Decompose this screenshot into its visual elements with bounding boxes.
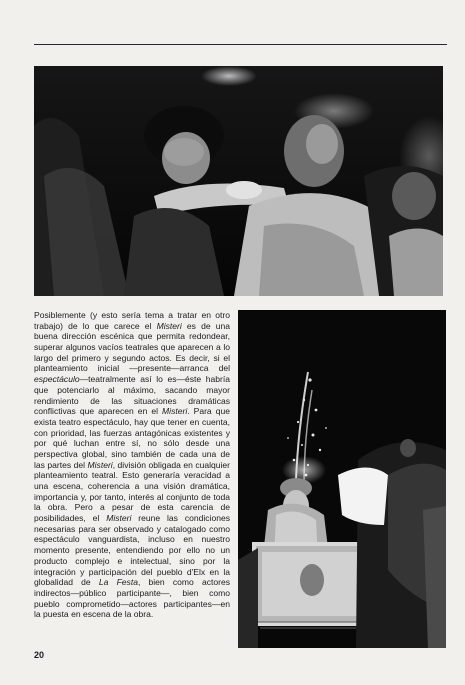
body-paragraph: Posiblemente (y esto sería tema a tratar en otro trabajo) de lo que carece el Misteri es de una buena dirección escénica que permita redondear, superar algunos vacíos teatrales que aparecen a lo largo del primero y segundo actos. Es decir, si el planteamiento inicial —presente—arranca del espectáculo—teatralmente así lo es—éste habría que potenciarlo al máximo, sacando mayor rendimiento de las situaciones dramáticas conflictivas que aparecen en el Misteri. Para que exista teatro espectáculo, hay que tener en cuenta, con prioridad, las fuerzas antagónicas existentes y por qué luchan entre sí, no sólo desde una perspectiva global, sino también de cada una de las partes del Misteri, división obligada en cualquier planteamiento teatral. Esto generaría veracidad a una escena, coherencia a una visión dramática, importancia y, por tanto, interés al conjunto de toda la obra. Pero a pesar de esta carencia de posibilidades, el Misteri reune las condiciones necesarias para ser observado y catalogado como espectáculo vanguardista, incluso en nuestro momento presente, entendiendo por ello no un producto complejo e intelectual, sino por la integración y participación del pueblo d'Elx en la globalidad de La Festa, bien como actores indirectos—público participante—, bien como pueblo comprometido—actores participantes—en la puesta en escena de la obra.	[34, 310, 231, 620]
photo-crowd-embrace	[34, 66, 443, 296]
top-rule	[34, 44, 447, 45]
page-number: 20	[34, 650, 45, 660]
photo-procession-at-night	[238, 310, 446, 648]
